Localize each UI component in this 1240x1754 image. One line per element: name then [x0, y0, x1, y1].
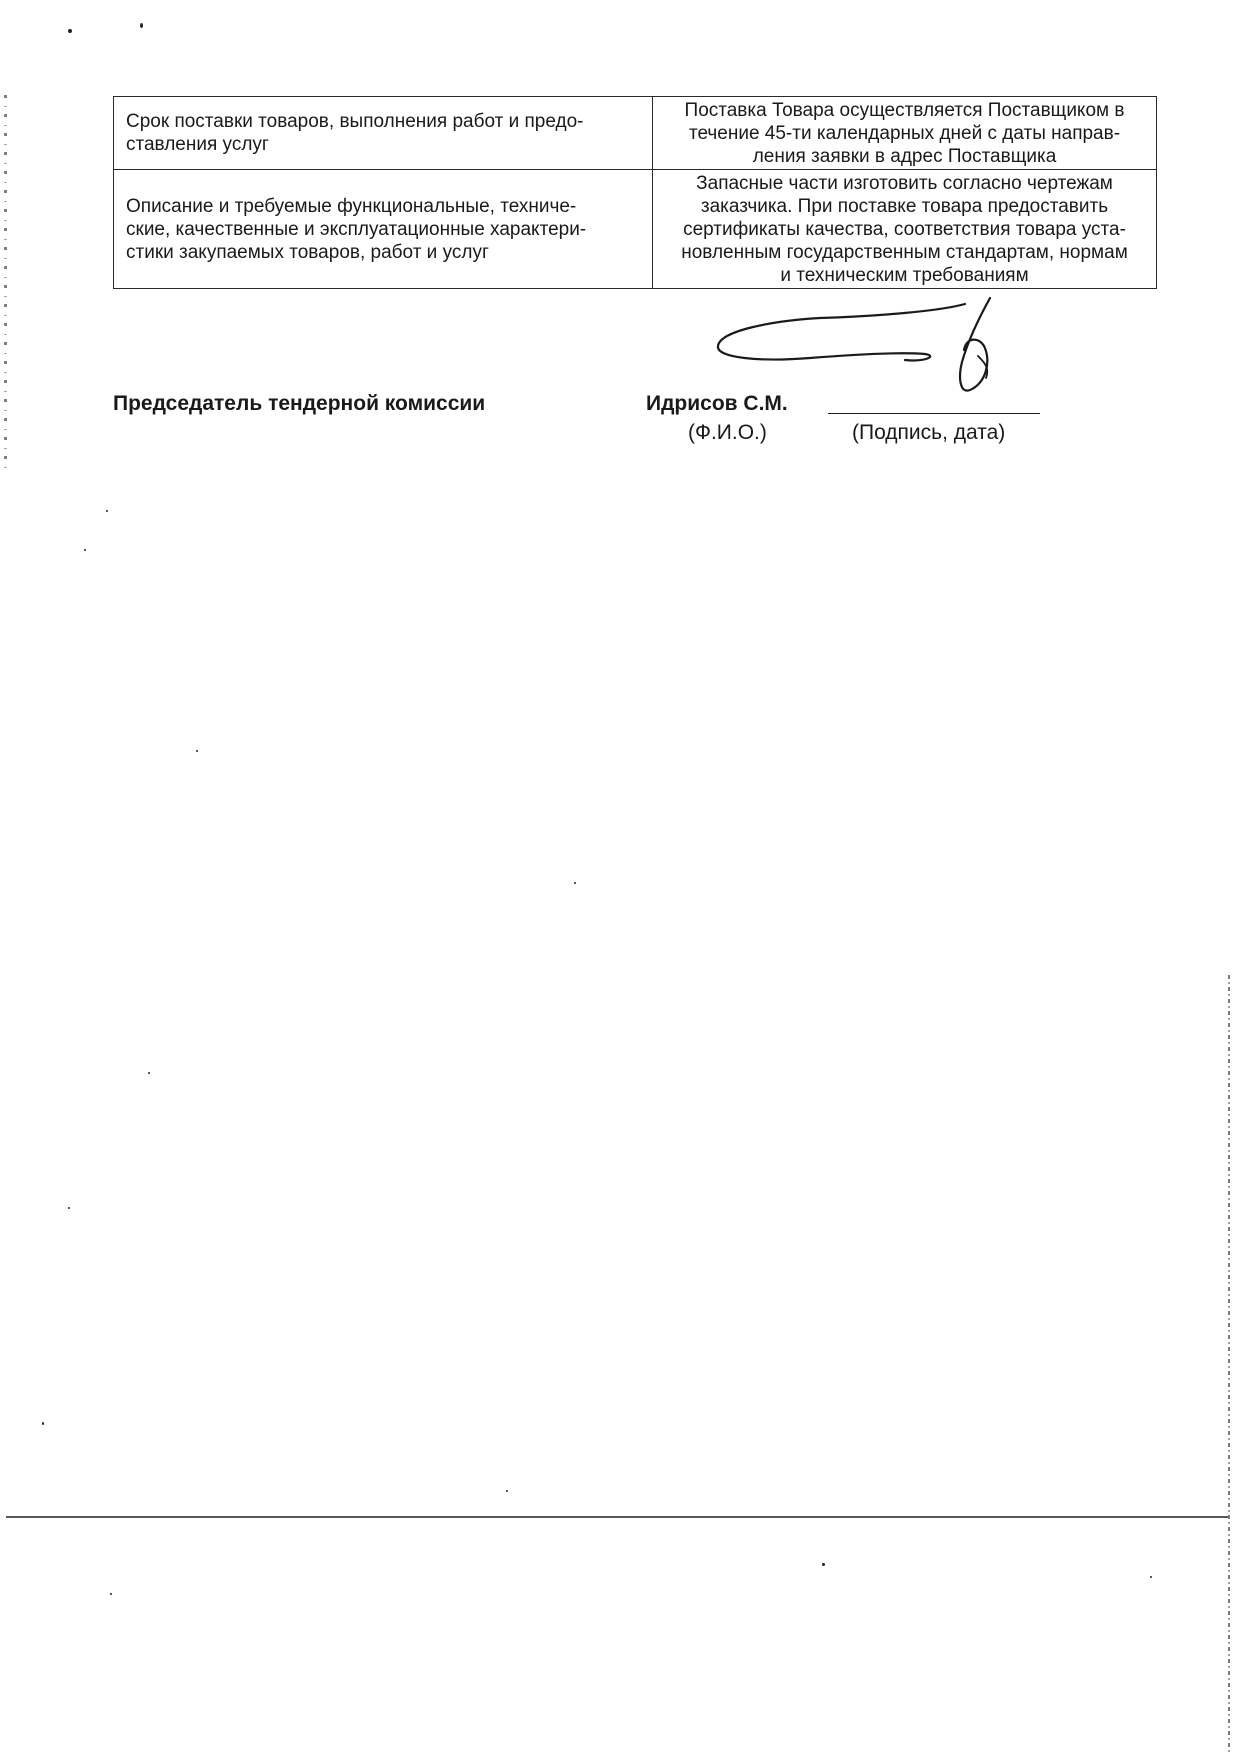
signatory-role: Председатель тендерной комиссии: [113, 392, 486, 415]
scan-fold-line: [6, 1516, 1228, 1518]
scan-speck: [68, 1207, 70, 1209]
scan-speck: [106, 510, 108, 512]
scan-edge-marks: [4, 95, 7, 475]
scan-edge-marks: [1228, 975, 1230, 1754]
table-cell-label: [114, 97, 653, 170]
signature-line: [828, 413, 1040, 414]
scan-speck: [574, 882, 576, 884]
scan-speck: [506, 1490, 508, 1492]
delivery-term-label: Срок поставки товаров, выполнения работ и предо- ставления услуг: [126, 111, 584, 155]
scan-speck: [84, 549, 86, 551]
handwritten-signature: [700, 296, 1020, 406]
scan-speck: [822, 1563, 825, 1566]
table-row: [114, 97, 1157, 170]
characteristics-label: Описание и требуемые функциональные, техниче- ские, качественные и эксплуатационные характери- стики закупаемых товаров, работ и услуг: [126, 195, 587, 263]
scan-speck: [148, 1072, 150, 1074]
name-caption: (Ф.И.О.): [688, 421, 767, 444]
specification-table: [113, 96, 1157, 289]
scan-speck: [68, 29, 72, 33]
delivery-term-value: Поставка Товара осуществляется Поставщиком в течение 45-ти календарных дней с даты направ- ления заявки в адрес Поставщика: [684, 99, 1125, 167]
table-cell-label: [114, 170, 653, 289]
table-row: [114, 170, 1157, 289]
scan-speck: [140, 23, 143, 28]
characteristics-value: Запасные части изготовить согласно чертежам заказчика. При поставке товара предоставить сертификаты качества, соответствия товара уста- новленным государственным стандартам, нормам и техническим требованиям: [681, 172, 1128, 286]
scan-speck: [196, 750, 198, 752]
scan-speck: [110, 1593, 112, 1595]
table-cell-value: [653, 170, 1157, 289]
signature-caption: (Подпись, дата): [852, 421, 1006, 444]
table-cell-value: [653, 97, 1157, 170]
scan-speck: [1150, 1576, 1152, 1578]
signatory-name: Идрисов С.М.: [646, 392, 788, 415]
scan-speck: [42, 1422, 44, 1425]
